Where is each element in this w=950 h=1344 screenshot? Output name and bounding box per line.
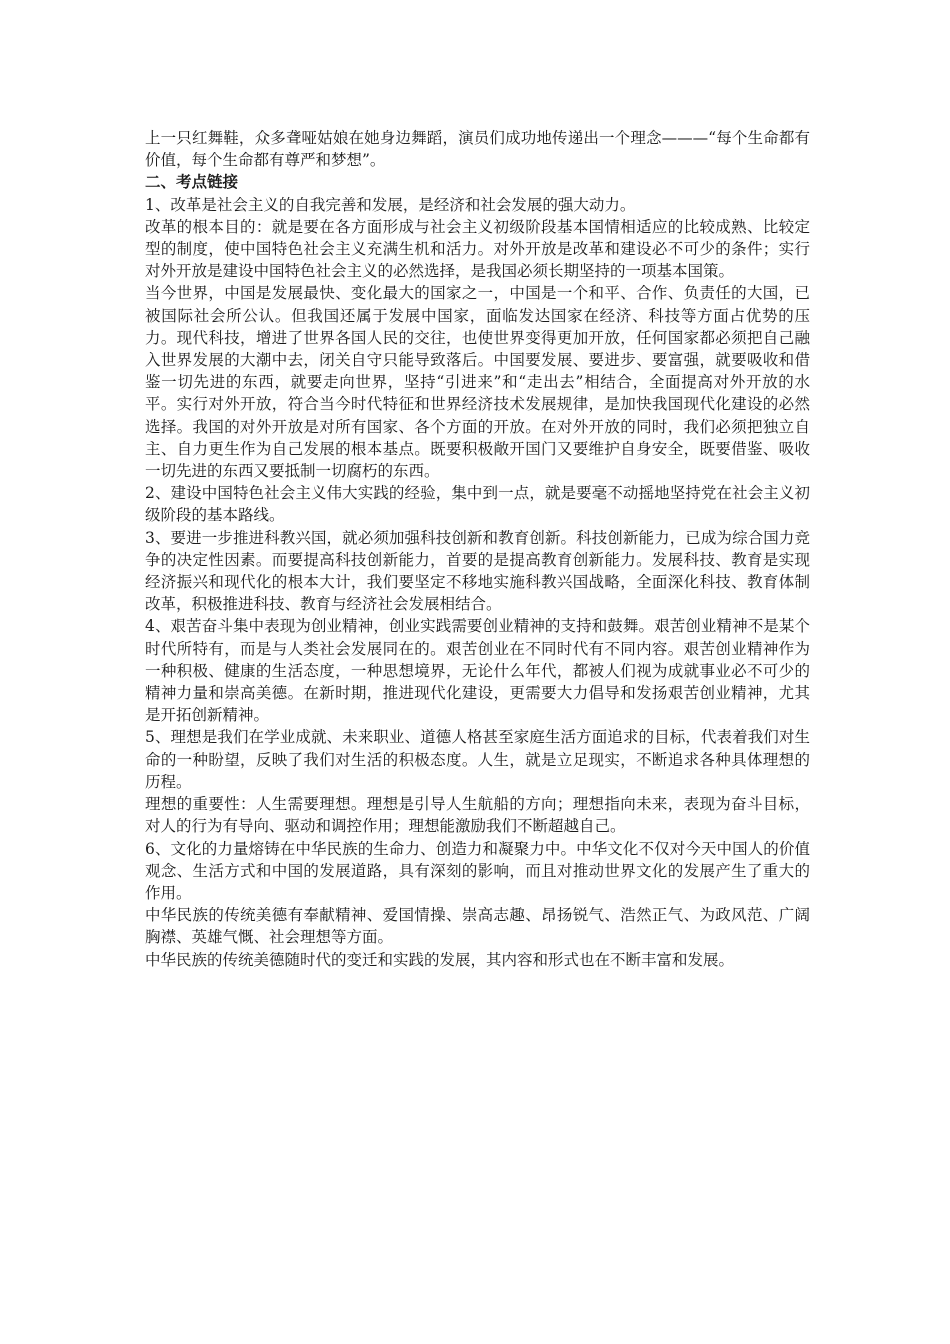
- ideal-importance-paragraph: 理想的重要性：人生需要理想。理想是引导人生航船的方向；理想指向未来，表现为奋斗目标，对人的行为有导向、驱动和调控作用；理想能激励我们不断超越自己。: [145, 795, 810, 836]
- point-3-paragraph: 3、要进一步推进科教兴国，就必须加强科技创新和教育创新。科技创新能力，已成为综合国力竞争的决定性因素。而要提高科技创新能力，首要的是提高教育创新能力。发展科技、教育是实现经济振兴和现代化的根本大计，我们要坚定不移地实施科教兴国战略，全面深化科技、教育体制改革，积极推进科技、教育与经济社会发展相结合。: [145, 528, 810, 614]
- point-4-paragraph: 4、艰苦奋斗集中表现为创业精神，创业实践需要创业精神的支持和鼓舞。艰苦创业精神不是某个时代所特有，而是与人类社会发展同在的。艰苦创业在不同时代有不同内容。艰苦创业精神作为一种积极、健康的生活态度，一种思想境界，无论什么年代，都被人们视为成就事业必不可少的精神力量和崇高美德。在新时期，推进现代化建设，更需要大力倡导和发扬艰苦创业精神，尤其是开拓创新精神。: [145, 617, 810, 725]
- reform-purpose-paragraph: 改革的根本目的：就是要在各方面形成与社会主义初级阶段基本国情相适应的比较成熟、比较定型的制度，使中国特色社会主义充满生机和活力。对外开放是改革和建设必不可少的条件；实行对外开放是建设中国特色社会主义的必然选择，是我国必须长期坚持的一项基本国策。: [145, 217, 810, 281]
- opening-up-paragraph: 当今世界，中国是发展最快、变化最大的国家之一，中国是一个和平、合作、负责任的大国，已被国际社会所公认。但我国还属于发展中国家，面临发达国家在经济、科技等方面占优势的压力。现代科技，增进了世界各国人民的交往，也使世界变得更加开放，任何国家都必须把自己融入世界发展的大潮中去，闭关自守只能导致落后。中国要发展、要进步、要富强，就要吸收和借鉴一切先进的东西，就要走向世界，坚持“引进来”和“走出去”相结合，全面提高对外开放的水平。实行对外开放，符合当今时代特征和世界经济技术发展规律，是加快我国现代化建设的必然选择。我国的对外开放是对所有国家、各个方面的开放。在对外开放的同时，我们必须把独立自主、自力更生作为自己发展的根本基点。既要积极敞开国门又要维护自身安全，既要借鉴、吸收一切先进的东西又要抵制一切腐朽的东西。: [145, 284, 810, 481]
- document-page: [145, 127, 810, 971]
- virtues-paragraph: 中华民族的传统美德有奉献精神、爱国情操、崇高志趣、昂扬锐气、浩然正气、为政风范、广阔胸襟、英雄气慨、社会理想等方面。: [145, 906, 810, 947]
- point-5-paragraph: 5、理想是我们在学业成就、未来职业、道德人格甚至家庭生活方面追求的目标，代表着我们对生命的一种盼望，反映了我们对生活的积极态度。人生，就是立足现实，不断追求各种具体理想的历程。: [145, 728, 810, 791]
- point-1-paragraph: 1、改革是社会主义的自我完善和发展，是经济和社会发展的强大动力。: [145, 195, 636, 214]
- point-2-paragraph: 2、建设中国特色社会主义伟大实践的经验，集中到一点，就是要毫不动摇地坚持党在社会主义初级阶段的基本路线。: [145, 484, 810, 525]
- intro-paragraph: 上一只红舞鞋，众多聋哑姑娘在她身边舞蹈，演员们成功地传递出一个理念———“每个生命都有价值，每个生命都有尊严和梦想”。: [145, 129, 810, 170]
- point-6-paragraph: 6、文化的力量熔铸在中华民族的生命力、创造力和凝聚力中。中华文化不仅对今天中国人的价值观念、生活方式和中国的发展道路，具有深刻的影响，而且对推动世界文化的发展产生了重大的作用。: [145, 839, 810, 902]
- virtues-development-paragraph: 中华民族的传统美德随时代的变迁和实践的发展，其内容和形式也在不断丰富和发展。: [145, 950, 735, 969]
- section-heading: 二、考点链接: [145, 173, 239, 192]
